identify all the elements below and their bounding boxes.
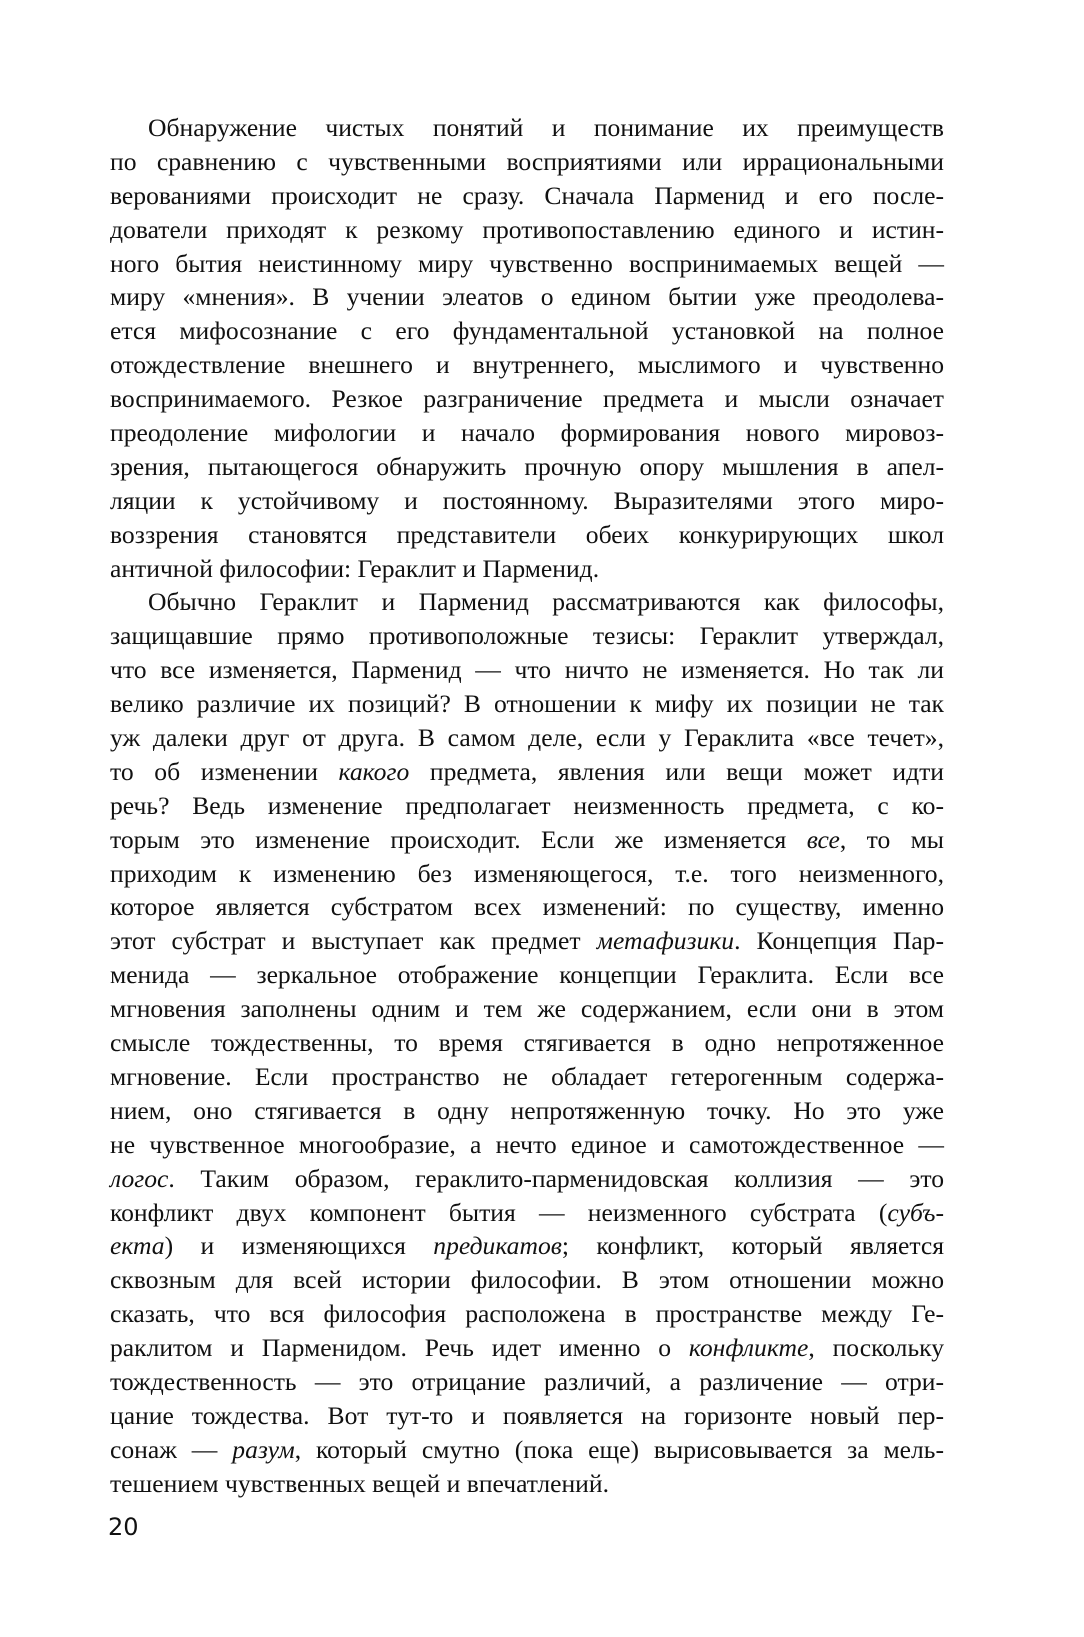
text-run: сказать, что вся философия расположена в пространстве между Ге- bbox=[110, 1299, 944, 1329]
text-run: сквозным для всей истории философии. В этом отношении можно bbox=[110, 1265, 944, 1295]
text-line bbox=[110, 1433, 944, 1467]
text-run: торым это изменение происходит. Если же изменяется bbox=[110, 824, 807, 854]
text-line bbox=[110, 1128, 944, 1162]
text-line bbox=[110, 179, 944, 213]
text-run: не чувственное многообразие, а нечто единое и самотождественное — bbox=[110, 1129, 944, 1159]
text-run: . Концепция Пар- bbox=[734, 926, 944, 956]
text-run: преодоление мифологии и начало формирования нового мировоз- bbox=[110, 418, 944, 448]
text-line bbox=[110, 1365, 944, 1399]
text-run: ляции к устойчивому и постоянному. Выразителями этого миро- bbox=[110, 485, 944, 515]
text-line bbox=[110, 1297, 944, 1331]
text-run: что все изменяется, Парменид — что ничто не изменяется. Но так ли bbox=[110, 655, 944, 685]
text-line bbox=[110, 619, 944, 653]
text-line bbox=[110, 1399, 944, 1433]
text-run: ; конфликт, который является bbox=[561, 1231, 945, 1261]
paragraph bbox=[110, 585, 944, 1500]
text-line bbox=[110, 348, 944, 382]
text-line bbox=[110, 382, 944, 416]
text-line bbox=[110, 552, 944, 586]
text-line bbox=[110, 585, 944, 619]
text-run: , то мы bbox=[839, 824, 944, 854]
text-run: воспринимаемого. Резкое разграничение предмета и мысли означает bbox=[110, 384, 944, 414]
text-line bbox=[110, 1263, 944, 1297]
text-run: сонаж — bbox=[110, 1434, 233, 1464]
text-line bbox=[110, 450, 944, 484]
text-run: нием, оно стягивается в одну непротяженную точку. Но это уже bbox=[110, 1095, 944, 1125]
italic-term: какого bbox=[338, 756, 410, 786]
text-run: приходим к изменению без изменяющегося, т.е. того неизменного, bbox=[110, 858, 944, 888]
text-run: , который смутно (пока еще) вырисовывается за мель- bbox=[294, 1434, 944, 1464]
text-line bbox=[110, 1060, 944, 1094]
text-run: верованиями происходит не сразу. Сначала Парменид и его после- bbox=[110, 180, 944, 210]
text-line bbox=[110, 687, 944, 721]
text-line bbox=[110, 1162, 944, 1196]
text-run: смысле тождественны, то время стягивается в одно непротяженное bbox=[110, 1028, 944, 1058]
text-run: тождественность — это отрицание различий, а различение — отри- bbox=[110, 1366, 944, 1396]
text-run: . Таким образом, гераклито-парменидовская коллизия — это bbox=[168, 1163, 944, 1193]
text-line bbox=[110, 111, 944, 145]
text-line bbox=[110, 247, 944, 281]
italic-term: логос bbox=[110, 1163, 169, 1193]
text-run: , поскольку bbox=[808, 1333, 944, 1363]
text-run: конфликт двух компонент бытия — неизменного субстрата ( bbox=[110, 1197, 888, 1227]
italic-term: субъ- bbox=[887, 1197, 944, 1227]
text-run: которое является субстратом всех изменений: по существу, именно bbox=[110, 892, 944, 922]
text-line bbox=[110, 1229, 944, 1263]
text-run: Обнаружение чистых понятий и понимание их преимуществ bbox=[148, 113, 944, 142]
text-run: велико различие их позиций? В отношении к мифу их позиции не так bbox=[110, 689, 944, 719]
text-run: раклитом и Парменидом. Речь идет именно о bbox=[110, 1333, 689, 1363]
text-run: ного бытия неистинному миру чувственно воспринимаемых вещей — bbox=[110, 248, 944, 278]
text-line bbox=[110, 484, 944, 518]
text-run: по сравнению с чувственными восприятиями или иррациональными bbox=[110, 146, 944, 176]
text-line bbox=[110, 280, 944, 314]
paragraph bbox=[110, 111, 944, 585]
text-line bbox=[110, 721, 944, 755]
text-line bbox=[110, 992, 944, 1026]
text-run: Обычно Гераклит и Парменид рассматриваются как философы, bbox=[148, 587, 944, 617]
text-line bbox=[110, 857, 944, 891]
page-number: 20 bbox=[108, 1513, 139, 1541]
text-run: менида — зеркальное отображение концепции Гераклита. Если все bbox=[110, 960, 944, 990]
text-line bbox=[110, 1094, 944, 1128]
body-text bbox=[110, 111, 944, 1501]
text-line bbox=[110, 1467, 944, 1501]
text-run: цание тождества. Вот тут-то и появляется на горизонте новый пер- bbox=[110, 1400, 944, 1430]
text-line bbox=[110, 145, 944, 179]
italic-term: метафизики bbox=[596, 926, 735, 956]
text-line bbox=[110, 924, 944, 958]
italic-term: все bbox=[806, 824, 840, 854]
text-line bbox=[110, 1196, 944, 1230]
text-line bbox=[110, 890, 944, 924]
italic-term: конфликте bbox=[688, 1333, 809, 1363]
text-run: миру «мнения». В учении элеатов о едином бытии уже преодолева- bbox=[110, 282, 944, 312]
text-run: то об изменении bbox=[110, 756, 339, 786]
text-run: ется мифосознание с его фундаментальной установкой на полное bbox=[110, 316, 944, 346]
text-run: тешением чувственных вещей и впечатлений. bbox=[110, 1468, 609, 1498]
text-line bbox=[110, 1026, 944, 1060]
text-line bbox=[110, 653, 944, 687]
text-run: зрения, пытающегося обнаружить прочную опору мышления в апел- bbox=[110, 451, 944, 481]
text-run: воззрения становятся представители обеих конкурирующих школ bbox=[110, 519, 944, 549]
text-line bbox=[110, 416, 944, 450]
text-line bbox=[110, 1331, 944, 1365]
text-run: предмета, явления или вещи может идти bbox=[409, 756, 944, 786]
text-run: античной философии: Гераклит и Парменид. bbox=[110, 553, 600, 583]
text-line bbox=[110, 518, 944, 552]
text-run: уж далеки друг от друга. В самом деле, если у Гераклита «все течет», bbox=[110, 723, 944, 753]
italic-term: предикатов bbox=[433, 1231, 562, 1261]
text-run: этот субстрат и выступает как предмет bbox=[110, 926, 597, 956]
text-run: отождествление внешнего и внутреннего, мыслимого и чувственно bbox=[110, 350, 944, 380]
text-run: мгновение. Если пространство не обладает гетерогенным содержа- bbox=[110, 1061, 944, 1091]
text-line bbox=[110, 314, 944, 348]
italic-term: екта bbox=[110, 1231, 165, 1261]
text-run: мгновения заполнены одним и тем же содержанием, если они в этом bbox=[110, 994, 944, 1024]
text-run: ) и изменяющихся bbox=[164, 1231, 434, 1261]
text-run: речь? Ведь изменение предполагает неизменность предмета, с ко- bbox=[110, 790, 944, 820]
text-line bbox=[110, 755, 944, 789]
text-line bbox=[110, 823, 944, 857]
text-run: защищавшие прямо противоположные тезисы: Гераклит утверждал, bbox=[110, 621, 944, 651]
text-line bbox=[110, 213, 944, 247]
text-line bbox=[110, 958, 944, 992]
italic-term: разум bbox=[232, 1434, 295, 1464]
text-line bbox=[110, 789, 944, 823]
text-run: дователи приходят к резкому противопоставлению единого и истин- bbox=[110, 214, 944, 244]
